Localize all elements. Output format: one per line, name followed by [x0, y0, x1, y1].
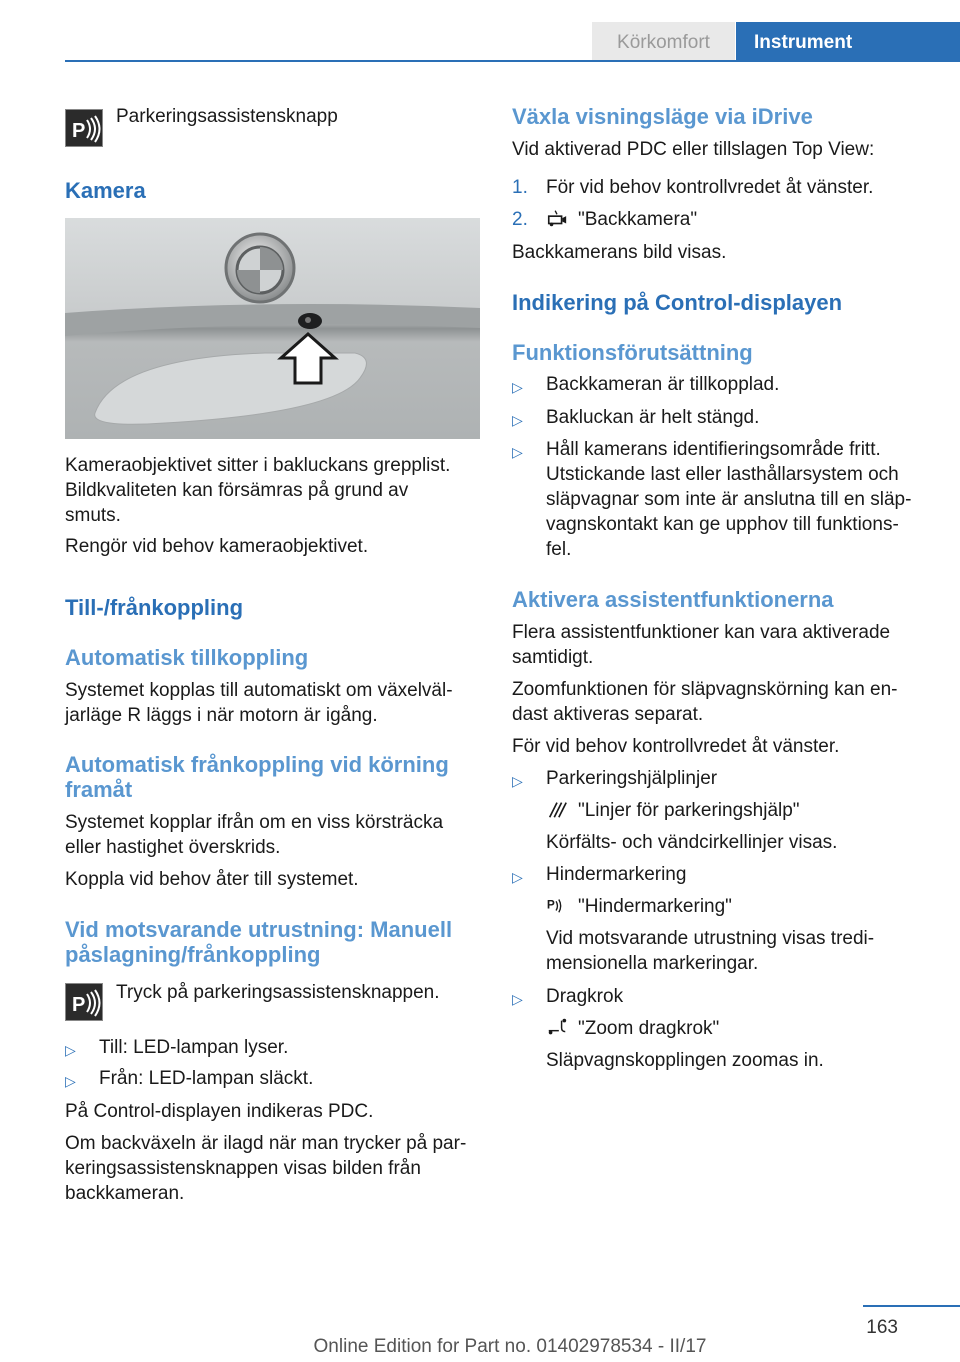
manual-heading-line2: påslagning/frånkoppling: [65, 942, 321, 967]
triangle-bullet-icon: ▷: [65, 1073, 76, 1089]
triangle-bullet-icon: ▷: [512, 869, 523, 885]
svg-text:P: P: [546, 897, 555, 912]
triangle-bullet-icon: ▷: [65, 1042, 76, 1058]
step-text: "Backkamera": [578, 209, 698, 230]
manual-p2-line3: backkameran.: [65, 1183, 185, 1204]
assist-p1-line2: samtidigt.: [512, 647, 594, 668]
assist-p2-line1: Zoomfunktionen för släpvagnskörning kan en-: [512, 679, 898, 700]
menu-entry-label: "Linjer för parkeringshjälp": [578, 800, 800, 821]
camera-photo: [65, 218, 480, 439]
auto-off-text2: Koppla vid behov åter till systemet.: [65, 869, 359, 890]
pdc-button-icon: [65, 109, 103, 147]
list-item-text: släpvagnar som inte är anslutna till en släp-: [546, 489, 912, 510]
view-intro: Vid aktiverad PDC eller tillslagen Top View:: [512, 139, 875, 160]
display-heading: Indikering på Control-displayen: [512, 290, 843, 315]
auto-on-heading: Automatisk tillkoppling: [65, 645, 309, 670]
list-item-text: Håll kamerans identifieringsområde fritt.: [546, 439, 881, 460]
assist-p1-line1: Flera assistentfunktioner kan vara aktiverade: [512, 622, 891, 643]
menu-entry: [546, 894, 732, 919]
auto-on-text-line2: jarläge R läggs i när motorn är igång.: [65, 705, 378, 726]
manual-heading-line1: Vid motsvarande utrustning: Manuell: [65, 917, 453, 942]
list-item-text: Från: LED-lampan släckt.: [99, 1068, 314, 1089]
list-item: [512, 766, 932, 791]
assist-p2-line2: dast aktiveras separat.: [512, 704, 704, 725]
manual-p1: På Control-displayen indikeras PDC.: [65, 1101, 374, 1122]
func-heading: Funktionsförutsättning: [512, 340, 753, 365]
list-item-text: Utstickande last eller lasthållarsystem och: [546, 464, 899, 485]
list-item-text: Dragkrok: [546, 986, 624, 1007]
list-item: [65, 1035, 480, 1060]
assist-item-desc: mensionella markeringar.: [546, 953, 759, 974]
triangle-bullet-icon: ▷: [512, 412, 523, 428]
tow-hook-zoom-icon: [546, 1017, 568, 1037]
camera-clean-text: Rengör vid behov kameraobjektivet.: [65, 536, 369, 557]
rear-camera-icon: [546, 208, 568, 228]
manual-p2-line1: Om backväxeln är ilagd när man trycker på par-: [65, 1133, 467, 1154]
view-step: [512, 207, 932, 232]
list-item: [512, 437, 932, 562]
list-item-text: Backkameran är tillkopplad.: [546, 374, 780, 395]
auto-on-text-line1: Systemet kopplas till automatiskt om växelväl-: [65, 680, 453, 701]
header-section-tab[interactable]: Körkomfort: [592, 22, 735, 62]
menu-entry: [546, 798, 800, 823]
pdc-button-label: Parkeringsassistensknapp: [116, 106, 338, 127]
assist-item-desc: Körfälts- och vändcirkellinjer visas.: [546, 832, 838, 853]
edition-footer: Online Edition for Part no. 01402978534 - II/17: [313, 1336, 707, 1357]
list-item: [512, 984, 932, 1009]
assist-item-desc: Släpvagnskopplingen zoomas in.: [546, 1050, 824, 1071]
menu-entry-label: "Hindermarkering": [578, 896, 732, 917]
list-item: [512, 372, 932, 397]
header-rule: [65, 60, 960, 62]
step-number: 2.: [512, 209, 528, 230]
camera-text-line2: Bildkvaliteten kan försämras på grund av: [65, 480, 409, 501]
manual-text: Tryck på parkeringsassistensknappen.: [116, 982, 440, 1003]
list-item-text: Hindermarkering: [546, 864, 687, 885]
menu-entry-label: "Zoom dragkrok": [578, 1018, 720, 1039]
manual-p2-line2: keringsassistensknappen visas bilden från: [65, 1158, 421, 1179]
list-item: [512, 862, 932, 887]
list-item: [512, 405, 932, 430]
menu-entry: [546, 1016, 719, 1041]
auto-off-text1-line2: eller hastighet överskrids.: [65, 837, 281, 858]
assist-item-desc: Vid motsvarande utrustning visas tredi-: [546, 928, 875, 949]
triangle-bullet-icon: ▷: [512, 444, 523, 460]
parking-lines-icon: [546, 799, 568, 819]
page-number: 163: [866, 1317, 898, 1338]
list-item-text: Till: LED-lampan lyser.: [99, 1037, 289, 1058]
list-item-text: Parkeringshjälplinjer: [546, 768, 718, 789]
step-text: För vid behov kontrollvredet åt vänster.: [546, 177, 874, 198]
svg-text:P: P: [72, 994, 86, 1016]
assist-heading: Aktivera assistentfunktionerna: [512, 587, 834, 612]
triangle-bullet-icon: ▷: [512, 773, 523, 789]
svg-text:P: P: [72, 120, 86, 142]
view-heading: Växla visningsläge via iDrive: [512, 104, 813, 129]
auto-off-heading-line2: framåt: [65, 777, 133, 802]
view-step: [512, 175, 932, 200]
camera-text-line3: smuts.: [65, 505, 121, 526]
view-result: Backkamerans bild visas.: [512, 242, 727, 263]
footer-rule: [863, 1305, 960, 1307]
assist-p3: För vid behov kontrollvredet åt vänster.: [512, 736, 840, 757]
list-item: [65, 1066, 480, 1091]
toggle-heading: Till-/frånkoppling: [65, 595, 244, 620]
list-item-text: fel.: [546, 539, 572, 560]
pdc-button-icon-2: [65, 983, 103, 1021]
obstacle-marking-icon: [546, 895, 568, 915]
triangle-bullet-icon: ▷: [512, 991, 523, 1007]
auto-off-text1-line1: Systemet kopplar ifrån om en viss körsträcka: [65, 812, 444, 833]
step-content: [546, 207, 697, 232]
auto-off-heading-line1: Automatisk frånkoppling vid körning: [65, 752, 449, 777]
list-item-text: vagnskontakt kan ge upphov till funktions-: [546, 514, 899, 535]
header-chapter-tab[interactable]: Instrument: [736, 22, 960, 62]
step-number: 1.: [512, 177, 528, 198]
camera-heading: Kamera: [65, 178, 146, 203]
camera-text-line1: Kameraobjektivet sitter i bakluckans grepplist.: [65, 455, 451, 476]
list-item-text: Bakluckan är helt stängd.: [546, 407, 760, 428]
triangle-bullet-icon: ▷: [512, 379, 523, 395]
